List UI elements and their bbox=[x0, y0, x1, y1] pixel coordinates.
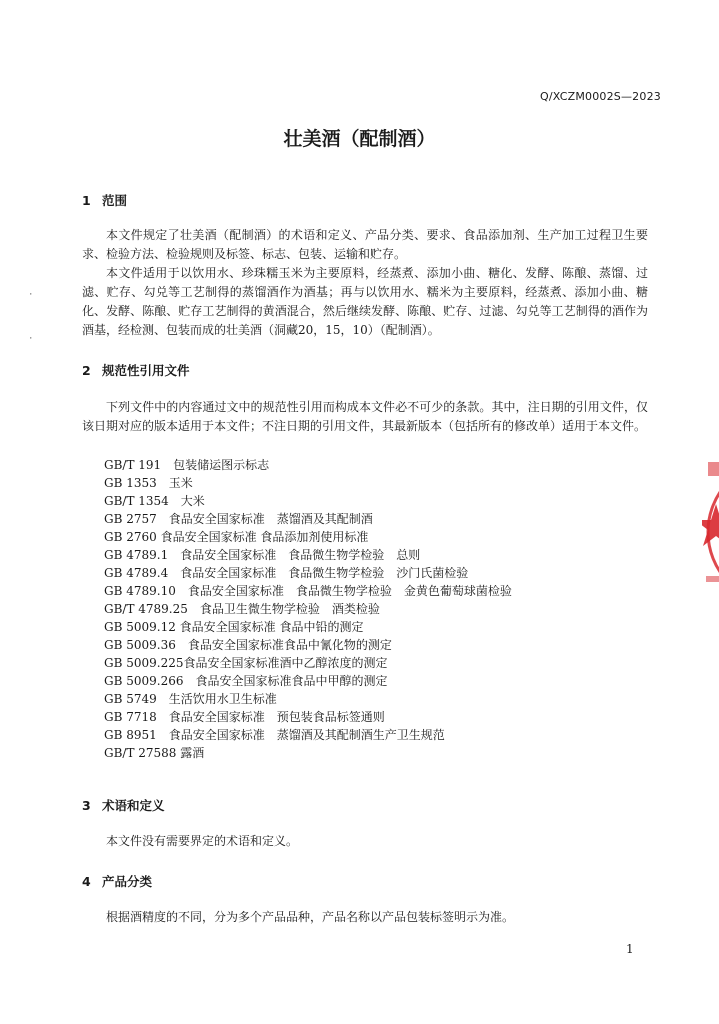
page-number: 1 bbox=[626, 942, 634, 956]
reference-item: GB 5009.225食品安全国家标准酒中乙醇浓度的测定 bbox=[104, 656, 388, 670]
section-1-body bbox=[82, 226, 648, 340]
section-3-heading bbox=[82, 796, 165, 814]
section-number: 4 bbox=[82, 874, 91, 889]
section-4-heading bbox=[82, 872, 152, 890]
section-4-body bbox=[82, 908, 648, 927]
reference-item: GB 2757 食品安全国家标准 蒸馏酒及其配制酒 bbox=[104, 512, 373, 526]
section-3-body bbox=[82, 832, 648, 851]
reference-item: GB 5749 生活饮用水卫生标准 bbox=[104, 692, 277, 706]
section-title: 产品分类 bbox=[102, 874, 153, 889]
reference-item: GB/T 191 包装储运图示标志 bbox=[104, 458, 270, 472]
paragraph: 下列文件中的内容通过文中的规范性引用而构成本文件必不可少的条款。其中，注日期的引用文件，仅该日期对应的版本适用于本文件；不注日期的引用文件，其最新版本（包括所有的修改单）适用于本文件。 bbox=[82, 400, 648, 433]
reference-item: GB 7718 食品安全国家标准 预包装食品标签通则 bbox=[104, 710, 385, 724]
paragraph: 根据酒精度的不同，分为多个产品品种，产品名称以产品包装标签明示为准。 bbox=[106, 910, 515, 924]
document-title: 壮美酒（配制酒） bbox=[283, 128, 436, 150]
reference-item: GB 2760 食品安全国家标准 食品添加剂使用标准 bbox=[104, 530, 369, 544]
seal-star-icon bbox=[702, 452, 719, 612]
reference-item: GB 5009.36 食品安全国家标准食品中氰化物的测定 bbox=[104, 638, 392, 652]
section-number: 1 bbox=[82, 193, 91, 208]
section-2-heading bbox=[82, 361, 190, 379]
reference-item: GB 5009.266 食品安全国家标准食品中甲醇的测定 bbox=[104, 674, 388, 688]
reference-item: GB 4789.4 食品安全国家标准 食品微生物学检验 沙门氏菌检验 bbox=[104, 566, 469, 580]
document-code: Q/XCZM0002S—2023 bbox=[540, 90, 661, 103]
reference-list bbox=[104, 456, 512, 762]
section-number: 3 bbox=[82, 798, 91, 813]
reference-item: GB 5009.12 食品安全国家标准 食品中铅的测定 bbox=[104, 620, 364, 634]
section-title: 范围 bbox=[102, 193, 128, 208]
reference-item: GB/T 4789.25 食品卫生微生物学检验 酒类检验 bbox=[104, 602, 380, 616]
scan-mark: ˙ bbox=[28, 336, 34, 349]
section-number: 2 bbox=[82, 363, 91, 378]
section-1-heading bbox=[82, 191, 127, 209]
reference-item: GB/T 27588 露酒 bbox=[104, 746, 205, 760]
reference-item: GB/T 1354 大米 bbox=[104, 494, 205, 508]
reference-item: GB 8951 食品安全国家标准 蒸馏酒及其配制酒生产卫生规范 bbox=[104, 728, 445, 742]
section-title: 规范性引用文件 bbox=[102, 363, 190, 378]
section-2-body bbox=[82, 398, 648, 436]
paragraph: 本文件适用于以饮用水、珍珠糯玉米为主要原料，经蒸煮、添加小曲、糖化、发酵、陈酿、蒸馏、过滤、贮存、勾兑等工艺制得的蒸馏酒作为酒基；再与以饮用水、糯米为主要原料，经蒸煮、添加小曲、糖化、发酵、陈酿、贮存工艺制得的黄酒混合，然后继续发酵、陈酿、贮存、过滤、勾兑等工艺制得的酒作为酒基，经检测、包装而成的壮美酒（洞藏20，15，10）（配制酒）。 bbox=[82, 266, 648, 337]
reference-item: GB 1353 玉米 bbox=[104, 476, 193, 490]
paragraph: 本文件没有需要界定的术语和定义。 bbox=[106, 834, 299, 848]
reference-item: GB 4789.1 食品安全国家标准 食品微生物学检验 总则 bbox=[104, 548, 421, 562]
company-seal-stamp bbox=[702, 452, 719, 612]
scan-mark: ˙ bbox=[28, 292, 34, 305]
reference-item: GB 4789.10 食品安全国家标准 食品微生物学检验 金黄色葡萄球菌检验 bbox=[104, 584, 512, 598]
paragraph: 本文件规定了壮美酒（配制酒）的术语和定义、产品分类、要求、食品添加剂、生产加工过程卫生要求、检验方法、检验规则及标签、标志、包装、运输和贮存。 bbox=[82, 228, 648, 261]
section-title: 术语和定义 bbox=[102, 798, 165, 813]
